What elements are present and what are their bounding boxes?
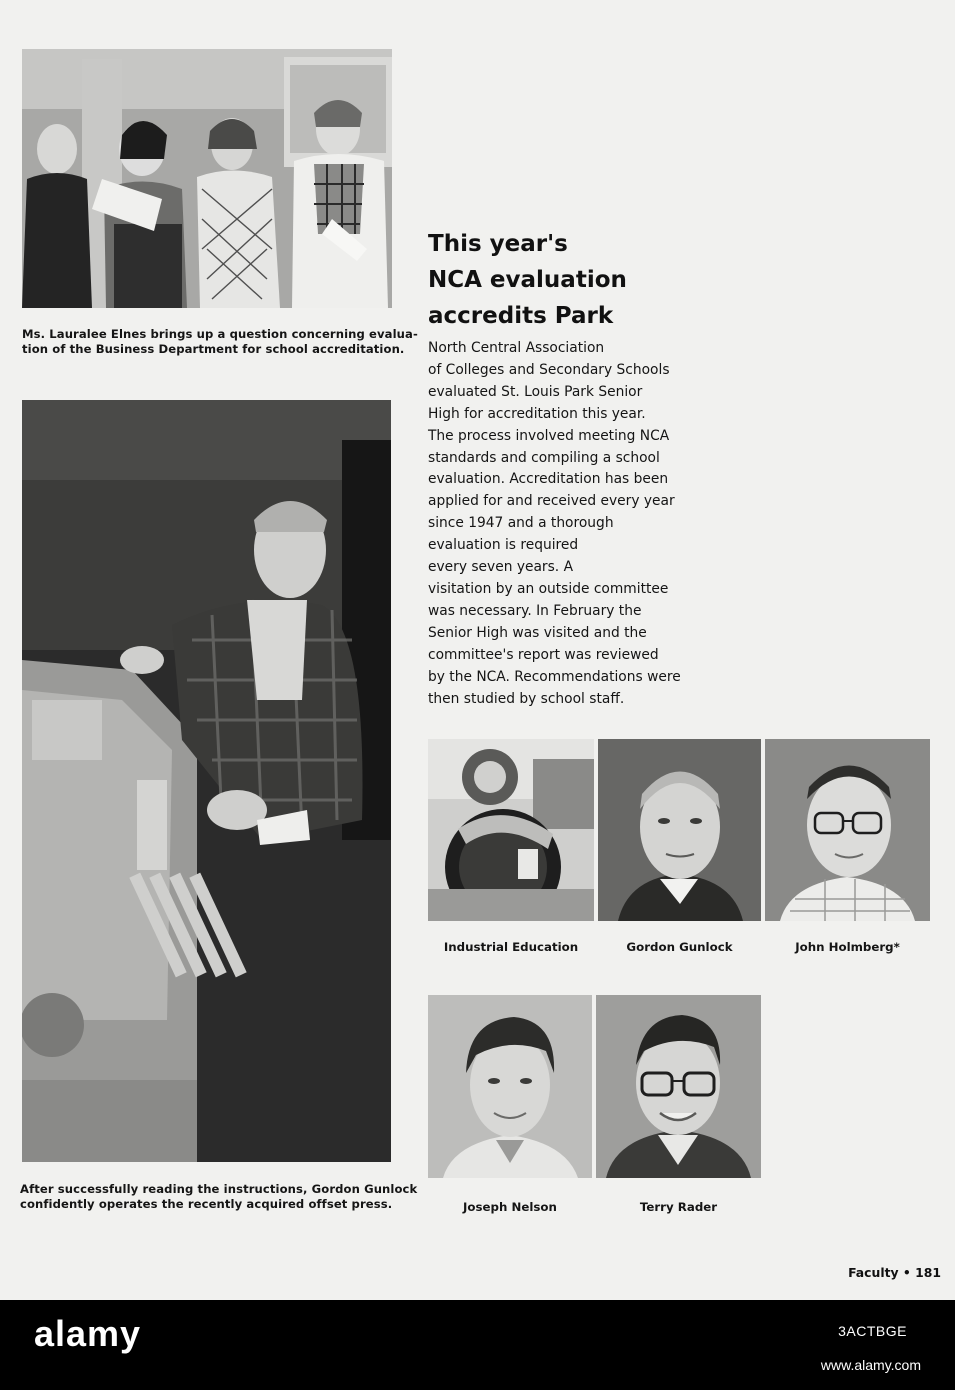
body-line: applied for and received every year — [428, 493, 675, 510]
portrait-caption-terry-rader: Terry Rader — [639, 1200, 718, 1214]
body-line: since 1947 and a thorough — [428, 515, 614, 532]
portrait-joseph-nelson — [428, 995, 592, 1178]
body-line: North Central Association — [428, 340, 605, 356]
body-line: committee's report was reviewed — [428, 646, 659, 663]
headline-line: accredits Park — [428, 303, 614, 329]
article-headline — [428, 226, 728, 334]
caption-line: Ms. Lauralee Elnes brings up a question concerning evalua- — [22, 327, 418, 341]
portrait-john-holmberg — [765, 739, 930, 921]
portrait-caption-industrial-education: Industrial Education — [443, 940, 579, 954]
body-line: evaluated St. Louis Park Senior — [428, 383, 643, 400]
article-body — [428, 338, 728, 710]
body-line: then studied by school staff. — [428, 690, 625, 707]
portrait-gordon-gunlock — [598, 739, 761, 921]
group-photo — [22, 49, 392, 308]
body-line: visitation by an outside committee — [428, 580, 669, 597]
body-line: every seven years. A — [428, 559, 574, 576]
portrait-caption-joseph-nelson: Joseph Nelson — [463, 1200, 557, 1214]
body-line: evaluation. Accreditation has been — [428, 471, 669, 488]
headline-line: This year's — [428, 231, 568, 257]
body-line: The process involved meeting NCA — [428, 427, 670, 444]
portrait-caption-gordon-gunlock: Gordon Gunlock — [626, 940, 733, 954]
offset-press-photo — [22, 400, 391, 1162]
portrait-terry-rader — [596, 995, 761, 1178]
top-photo-caption — [22, 327, 418, 357]
caption-line: confidently operates the recently acquired offset press. — [20, 1197, 393, 1211]
watermark-image-id: 3ACTBGE — [838, 1323, 907, 1339]
page-folio: Faculty • 181 — [848, 1265, 941, 1280]
watermark-url: www.alamy.com — [820, 1357, 921, 1373]
industrial-education-photo — [428, 739, 594, 921]
caption-line: tion of the Business Department for school accreditation. — [22, 342, 405, 356]
headline-line: NCA evaluation — [428, 267, 627, 293]
body-line: by the NCA. Recommendations were — [428, 668, 681, 685]
body-line: standards and compiling a school — [428, 449, 660, 466]
body-line: evaluation is required — [428, 537, 579, 554]
watermark-bar — [0, 1300, 955, 1390]
watermark-logo: alamy — [34, 1313, 142, 1354]
body-line: High for accreditation this year. — [428, 405, 646, 422]
body-line: of Colleges and Secondary Schools — [428, 361, 670, 378]
body-line: was necessary. In February the — [428, 602, 642, 619]
press-photo-caption — [20, 1182, 418, 1212]
portrait-caption-john-holmberg: John Holmberg* — [795, 940, 900, 954]
caption-line: After successfully reading the instructions, Gordon Gunlock — [20, 1182, 418, 1196]
body-line: Senior High was visited and the — [428, 624, 647, 641]
